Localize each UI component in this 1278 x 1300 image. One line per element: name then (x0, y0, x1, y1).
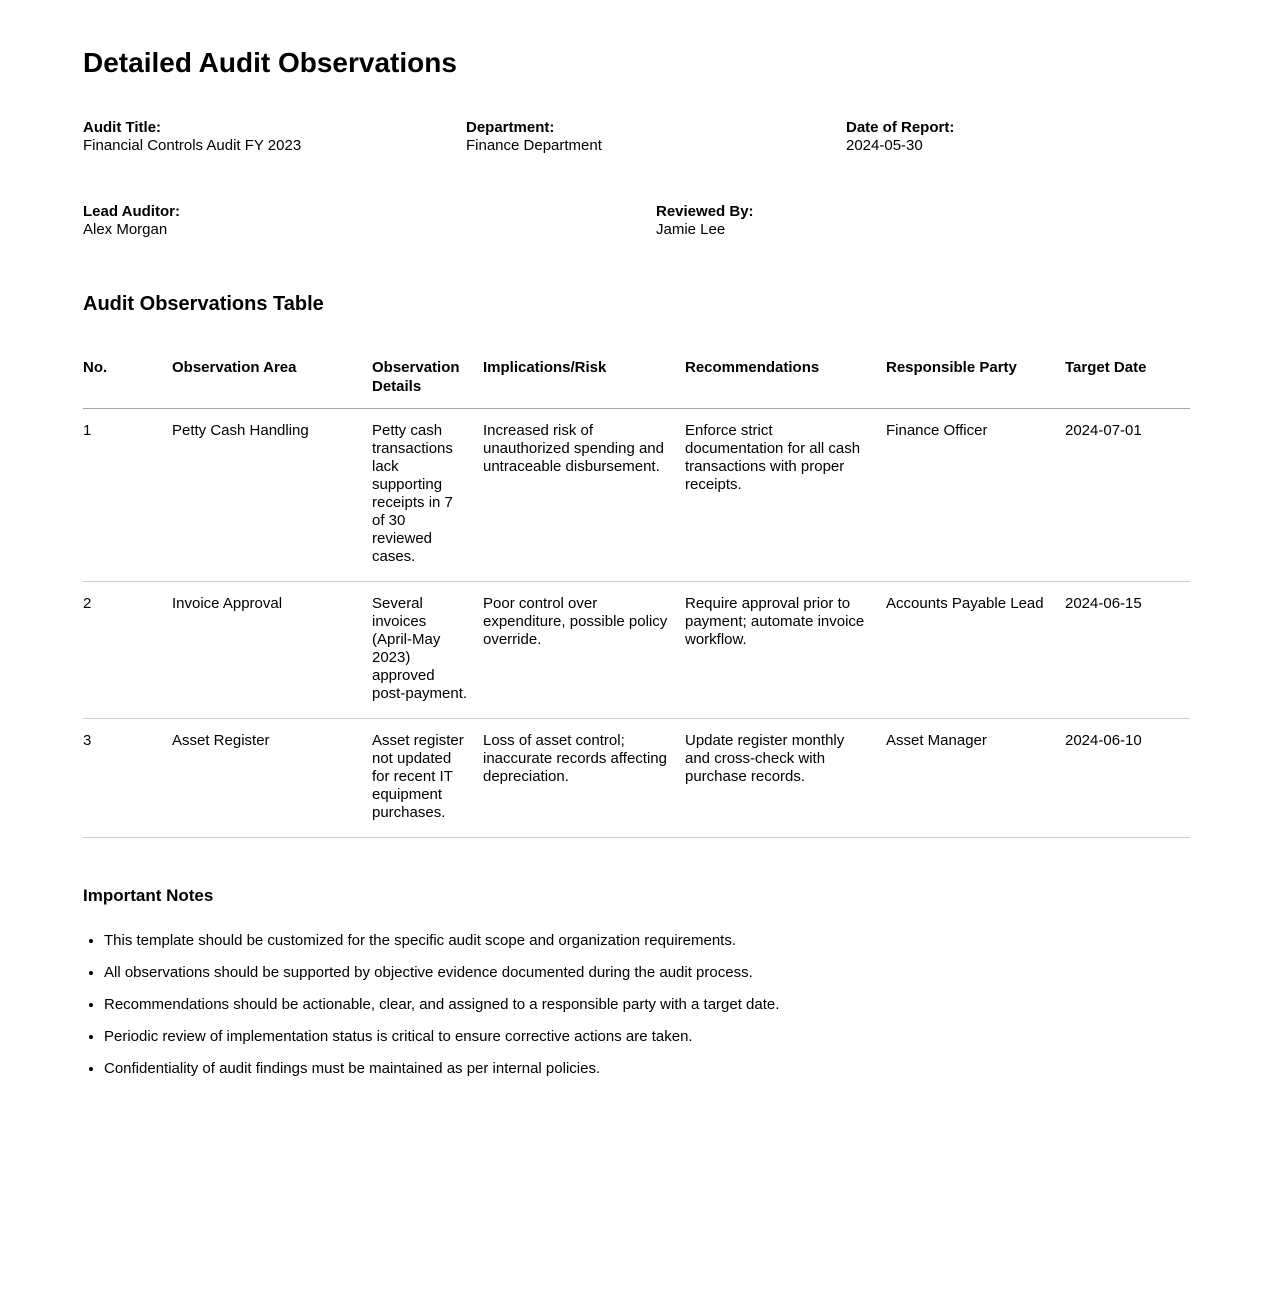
table-cell-target-date: 2024-06-15 (1065, 582, 1190, 719)
meta-audit-title-value: Financial Controls Audit FY 2023 (83, 137, 302, 154)
table-cell-responsible-party: Finance Officer (886, 409, 1065, 582)
table-cell-observation-area: Asset Register (172, 719, 372, 838)
table-header-row (83, 358, 1190, 409)
metadata-row-1 (83, 119, 1190, 155)
meta-reviewed-by (656, 203, 1190, 239)
meta-lead-auditor (83, 203, 656, 239)
table-cell-no: 2 (83, 582, 172, 719)
table-row (83, 409, 1190, 582)
table-cell-responsible-party: Accounts Payable Lead (886, 582, 1065, 719)
table-column-header: Recommendations (685, 358, 886, 409)
meta-department-value: Finance Department (466, 137, 602, 154)
table-cell-recommendations: Enforce strict documentation for all cash transactions with proper receipts. (685, 409, 886, 582)
meta-audit-title (83, 119, 466, 155)
table-cell-recommendations: Update register monthly and cross-check with purchase records. (685, 719, 886, 838)
meta-reviewed-by-label: Reviewed By: (656, 203, 754, 220)
table-column-header: Observation Details (372, 358, 483, 409)
table-cell-target-date: 2024-06-10 (1065, 719, 1190, 838)
table-cell-observation-details: Petty cash transactions lack supporting receipts in 7 of 30 reviewed cases. (372, 409, 483, 582)
table-column-header: Target Date (1065, 358, 1190, 409)
meta-date-of-report (846, 119, 1190, 155)
table-cell-implications-risk: Increased risk of unauthorized spending and untraceable disbursement. (483, 409, 685, 582)
table-cell-target-date: 2024-07-01 (1065, 409, 1190, 582)
table-cell-recommendations: Require approval prior to payment; automate invoice workflow. (685, 582, 886, 719)
table-cell-observation-area: Invoice Approval (172, 582, 372, 719)
table-cell-no: 1 (83, 409, 172, 582)
table-cell-observation-details: Asset register not updated for recent IT equipment purchases. (372, 719, 483, 838)
meta-lead-auditor-label: Lead Auditor: (83, 203, 180, 220)
meta-department (466, 119, 846, 155)
note-item: • All observations should be supported by objective evidence documented during the audit process. (104, 964, 1190, 982)
table-cell-implications-risk: Loss of asset control; inaccurate records affecting depreciation. (483, 719, 685, 838)
table-column-header: No. (83, 358, 172, 409)
note-item: • Recommendations should be actionable, clear, and assigned to a responsible party with a target date. (104, 996, 1190, 1014)
notes-list (83, 932, 1190, 1078)
table-cell-observation-details: Several invoices (April-May 2023) approved post-payment. (372, 582, 483, 719)
table-row (83, 719, 1190, 838)
meta-date-of-report-value: 2024-05-30 (846, 137, 923, 154)
note-item: • Periodic review of implementation status is critical to ensure corrective actions are taken. (104, 1028, 1190, 1046)
meta-department-label: Department: (466, 119, 555, 136)
table-column-header: Implications/Risk (483, 358, 685, 409)
table-column-header: Observation Area (172, 358, 372, 409)
meta-date-of-report-label: Date of Report: (846, 119, 955, 136)
table-row (83, 582, 1190, 719)
meta-reviewed-by-value: Jamie Lee (656, 221, 726, 238)
table-cell-no: 3 (83, 719, 172, 838)
metadata-row-2 (83, 203, 1190, 239)
section-heading-important-notes: Important Notes (83, 886, 214, 905)
note-item: • Confidentiality of audit findings must be maintained as per internal policies. (104, 1060, 1190, 1078)
table-column-header: Responsible Party (886, 358, 1065, 409)
meta-lead-auditor-value: Alex Morgan (83, 221, 168, 238)
observations-table-body (83, 409, 1190, 838)
meta-audit-title-label: Audit Title: (83, 119, 162, 136)
section-heading-observations-table: Audit Observations Table (83, 293, 324, 315)
table-cell-implications-risk: Poor control over expenditure, possible policy override. (483, 582, 685, 719)
table-cell-observation-area: Petty Cash Handling (172, 409, 372, 582)
table-cell-responsible-party: Asset Manager (886, 719, 1065, 838)
page-title: Detailed Audit Observations (83, 47, 457, 78)
note-item: • This template should be customized for the specific audit scope and organization requirements. (104, 932, 1190, 950)
observations-table (83, 358, 1190, 838)
